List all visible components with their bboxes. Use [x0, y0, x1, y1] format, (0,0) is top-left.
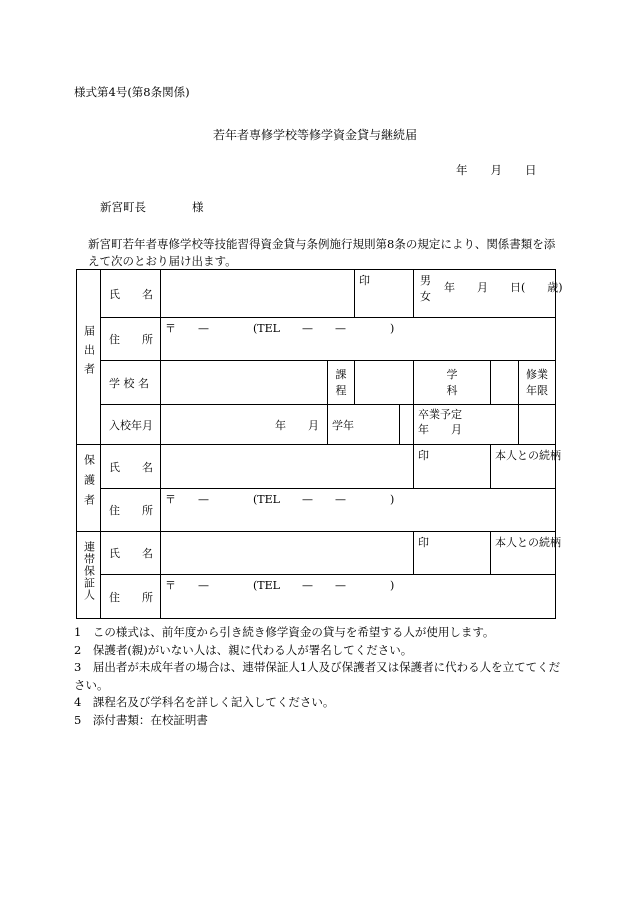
- guarantor-seal: 印: [414, 532, 491, 575]
- department-field[interactable]: [491, 361, 519, 405]
- note-item: 4 課程名及び学科名を詳しく記入してください。: [74, 695, 335, 709]
- graduation-value: 年 月: [418, 423, 462, 436]
- guarantor-relation-label: 本人との続柄: [491, 532, 556, 575]
- guarantor-address-label: 住 所: [101, 575, 161, 619]
- form-number: 様式第4号(第8条関係): [74, 85, 190, 99]
- guarantor-name-label: 氏 名: [101, 532, 161, 575]
- gender-female: 女: [420, 290, 431, 303]
- guardian-address-field[interactable]: 〒 — (TEL — — ): [161, 489, 556, 532]
- guardian-address-label: 住 所: [101, 489, 161, 532]
- admission-label: 入校年月: [101, 405, 161, 445]
- applicant-group-label: 届出者: [77, 270, 101, 445]
- intro-text: 新宮町若年者専修学校等技能習得資金貸与条例施行規則第8条の規定により、関係書類を添えて次のとおり届け出ます。: [88, 237, 556, 268]
- guardian-group-label: 保護者: [77, 445, 101, 532]
- addressee: 新宮町長 様: [100, 200, 204, 214]
- school-name-field[interactable]: [161, 361, 328, 405]
- note-item: 1 この様式は、前年度から引き続き修学資金の貸与を希望する人が使用します。: [74, 625, 495, 639]
- guarantor-address-field[interactable]: 〒 — (TEL — — ): [161, 575, 556, 619]
- applicant-seal: 印: [355, 270, 414, 318]
- applicant-address-label: 住 所: [101, 318, 161, 361]
- form-title: 若年者専修学校等修学資金貸与継続届: [212, 128, 417, 142]
- guardian-relation-label: 本人との続柄: [491, 445, 556, 489]
- course-label: 課程: [328, 361, 355, 405]
- school-name-label: 学 校 名: [101, 361, 161, 405]
- notes-list: [74, 624, 564, 729]
- gender-male: 男: [420, 274, 431, 287]
- note-item: 5 添付書類：在校証明書: [74, 712, 208, 727]
- applicant-name-field[interactable]: [161, 270, 355, 318]
- graduation-label: 卒業予定: [418, 408, 462, 421]
- guarantor-group-label: 連帯保証人: [77, 532, 101, 619]
- applicant-birth-cell[interactable]: 男 女 年 月 日( 歳): [414, 270, 556, 318]
- graduation-label-cell[interactable]: [414, 405, 519, 445]
- graduation-field[interactable]: [519, 405, 556, 445]
- admission-field[interactable]: 年 月: [161, 405, 328, 445]
- applicant-address-field[interactable]: 〒 — (TEL — — ): [161, 318, 556, 361]
- note-item: 3 届出者が未成年者の場合は、連帯保証人1人及び保護者又は保護者に代わる人を立ててください。: [74, 660, 561, 692]
- application-form-table: [76, 269, 563, 619]
- guardian-seal: 印: [414, 445, 491, 489]
- grade-field[interactable]: [400, 405, 414, 445]
- submission-date: 年 月 日: [456, 163, 537, 177]
- guardian-name-label: 氏 名: [101, 445, 161, 489]
- course-field[interactable]: [355, 361, 414, 405]
- period-label: 修業年限: [519, 361, 556, 405]
- note-item: 2 保護者(親)がいない人は、親に代わる人が署名してください。: [74, 642, 413, 657]
- guarantor-name-field[interactable]: [161, 532, 414, 575]
- applicant-name-label: 氏 名: [101, 270, 161, 318]
- guardian-name-field[interactable]: [161, 445, 414, 489]
- grade-label: 学年: [328, 405, 400, 445]
- department-label: 学科: [414, 361, 491, 405]
